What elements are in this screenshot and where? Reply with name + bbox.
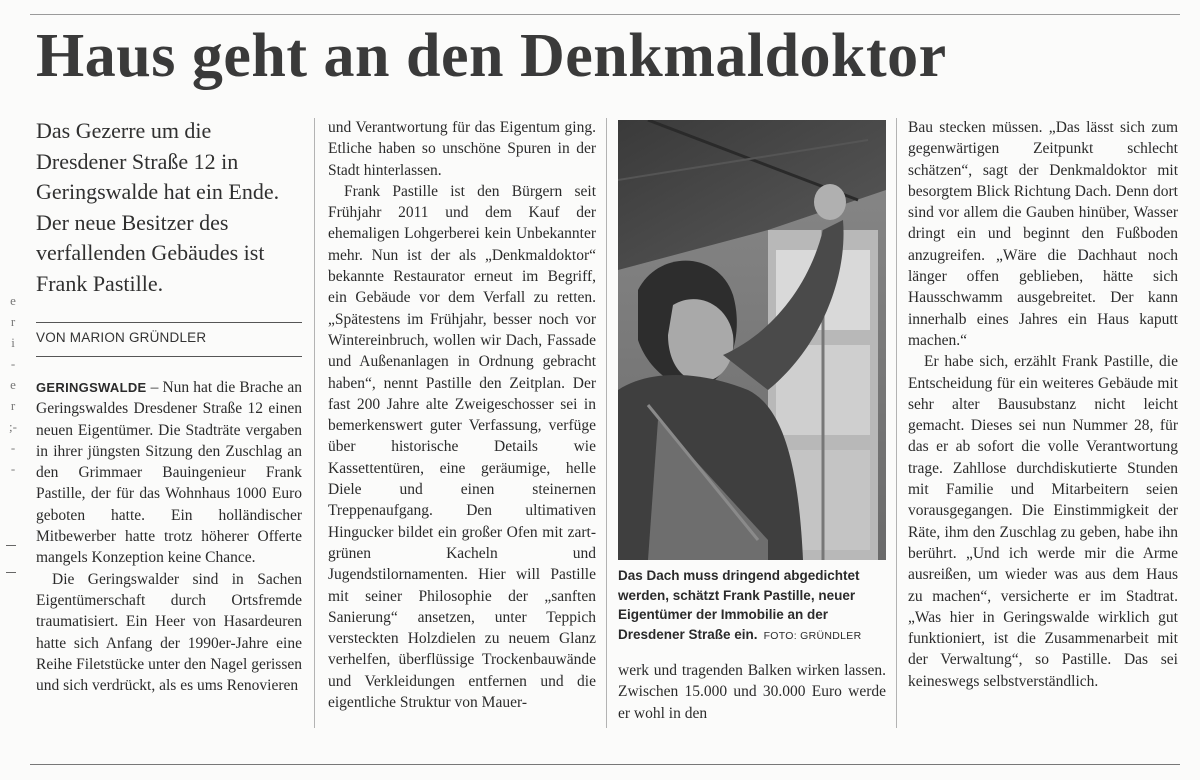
paragraph-text: – Nun hat die Brache an Geringswaldes Dresdener Straße 12 einen neuen Eigentümer. Die Stadträte vergaben in ihrer jüngsten Sitzung den Zuschlag an den Grimmaer Bauingenieur Frank Pastille, der für das Wohnhaus 1000 Euro geboten hatte. Ein holländischer Mitbewerber hatte trotz höherer Offerte mangels Konzeption keine Chance.	[36, 379, 302, 567]
column-rule	[314, 118, 315, 728]
photo-credit: FOTO: GRÜNDLER	[763, 629, 862, 642]
margin-char: -	[10, 461, 16, 476]
caption-text: Das Dach muss dringend abgedichtet werden, schätzt Frank Pastille, neuer Eigentümer der Immobilie an der Dresdener Straße ein.	[618, 568, 860, 642]
paragraph: und Verantwortung für das Eigentum ging. Etliche haben so unschöne Spuren in der Stadt hinterlassen.	[328, 119, 596, 179]
text-column-4	[908, 117, 1178, 692]
margin-char: e	[10, 293, 16, 308]
paragraph: Er habe sich, erzählt Frank Pastille, die Entscheidung für ein weiteres Gebäude mit sehr alter Bausubstanz nicht leicht gemacht. Dieses sei nun Nummer 28, für das er ab sofort die volle Verantwortung trage. Zahllose durchdiskutierte Stunden mit Familie und Mitarbeitern seien vorausgegangen. Die Einstimmigkeit der Räte, ihm den Zuschlag zu geben, habe ihn berührt. „Und ich werde mir die Arme ausreißen, um wieder was aus dem Haus zu machen“, versicherte er im Stadtrat. „Was hier in Geringswalde wirklich gut funktioniert, ist die Zusammenarbeit mit der Verwaltung“, so Pastille. Das sei keineswegs selbstverständlich.	[908, 353, 1178, 690]
margin-char: -	[10, 440, 16, 455]
article-photo	[618, 120, 886, 560]
column-rule	[606, 118, 607, 728]
margin-char: ;-	[9, 419, 17, 434]
margin-tick	[6, 572, 16, 573]
byline-rule-top	[36, 322, 302, 323]
margin-fragments	[4, 290, 22, 479]
byline-rule-bottom	[36, 356, 302, 357]
paragraph: werk und tragenden Balken wirken lassen. Zwischen 15.000 und 30.000 Euro werde er wohl in den	[618, 662, 886, 722]
margin-tick	[6, 545, 16, 546]
paragraph: Bau stecken müssen. „Das lässt sich zum gegenwärtigen Zeitpunkt schlecht schätzen“, sagt der Denkmaldoktor mit besorgtem Blick Richtung Dach. Denn dort sind vor allem die Gauben hinüber, Wasser dringt ein und beginnt den Fußboden anzugreifen. „Wäre die Dachhaut noch länger offen geblieben, hätte sich Hausschwamm ausgebreitet. Der kann innerhalb eines Jahres ein Haus kaputt machen.“	[908, 119, 1178, 349]
photo-caption	[618, 566, 888, 646]
paragraph: Die Geringswalder sind in Sachen Eigentümerschaft durch Ortsfremde traumatisiert. Ein Heer von Hasardeuren hatte sich Anfang der 1990er-Jahre eine Reihe Filetstücke unter den Nagel gerissen und sich verdrückt, als es ums Renovieren	[36, 570, 302, 695]
margin-char: r	[10, 398, 16, 413]
paragraph: Frank Pastille ist den Bürgern seit Frühjahr 2011 und dem Kauf der ehemaligen Lohgerberei kein Unbekannter mehr. Nun ist der als „Denkmaldoktor“ bekannte Restaurator erneut im Begriff, ein Gebäude vor dem Verfall zu retten. „Spätestens im Frühjahr, besser noch vor Wintereinbruch, wollen wir Dach, Fassade und Außenanlagen in Ordnung gebracht haben“, nennt Pastille den Zeitplan. Der fast 200 Jahre alte Zweigeschosser sei in bemerkenswert guter Verfassung, verfüge über historische Details wie Kassettentüren, eine geräumige, helle Diele und einen steinernen Treppenaufgang. Den ultimativen Hingucker bildet ein großer Ofen mit zart-grünen Kacheln und Jugendstilornamenten. Hier will Pastille mit seiner Philosophie der „sanften Sanierung“ ansetzen, unter Teppich versteckten Holzdielen zu neuem Glanz verhelfen, überflüssige Trockenbauwände und Verkleidungen entfernen und die eigentliche Struktur von Mauer-	[328, 182, 596, 712]
headline: Haus geht an den Denkmaldoktor	[36, 22, 947, 90]
margin-char: i	[11, 335, 15, 350]
margin-char: r	[10, 314, 16, 329]
photo-illustration	[618, 120, 886, 560]
margin-char: -	[10, 356, 16, 371]
byline: VON MARION GRÜNDLER	[36, 330, 207, 345]
bottom-rule	[30, 764, 1180, 765]
paragraph	[36, 377, 302, 569]
margin-char: e	[10, 377, 16, 392]
dateline: GERINGSWALDE	[36, 380, 147, 395]
text-column-2	[328, 117, 596, 713]
text-column-3	[618, 660, 886, 724]
text-column-1	[36, 377, 302, 696]
top-rule	[30, 14, 1180, 15]
column-rule	[896, 118, 897, 728]
article-deck: Das Gezerre um die Dresdener Straße 12 in Geringswalde hat ein Ende. Der neue Besitzer des verfallenden Gebäudes ist Frank Pastille.	[36, 118, 280, 296]
